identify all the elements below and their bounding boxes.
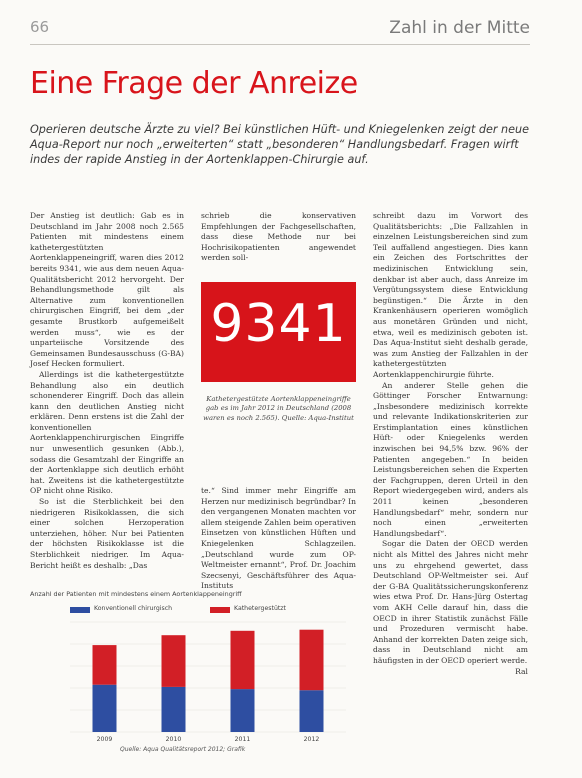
x-tick-label: 2012: [303, 736, 320, 743]
article-headline: Eine Frage der Anreize: [30, 66, 358, 101]
text-column-3: [373, 211, 528, 677]
paragraph: schrieb die konservativen Empfehlungen der Fachgesellschaften, dass diese Methode nur bei Hochrisikopatienten angewendet werden soll-: [201, 211, 356, 263]
bar-segment: [162, 635, 186, 687]
page-number: 66: [30, 18, 50, 36]
bar-segment: [162, 687, 186, 732]
stat-number: 9341: [210, 294, 347, 354]
x-tick-label: 2010: [165, 736, 182, 743]
stat-caption: Kathetergestützte Aortenklappeneingriffe gab es im Jahr 2012 in Deutschland (2008 waren es noch 2.565). Quelle: Aqua-Institut: [203, 395, 354, 422]
x-tick-label: 2011: [234, 736, 251, 743]
bar-segment: [231, 631, 255, 689]
legend-swatch: [210, 607, 230, 613]
text-column-2-bottom: [201, 486, 356, 592]
legend-label: Konventionell chirurgisch: [94, 605, 173, 612]
chart-title: Anzahl der Patienten mit mindestens einem Aortenklappeneingriff: [30, 590, 242, 598]
paragraph: So ist die Sterblichkeit bei den niedrigeren Risikoklassen, die sich einer solchen Herzoperation unterziehen, höher. Nur bei Patienten der höchsten Risikoklasse ist die Sterblichkeit niedriger. Im Aqua-Bericht heißt es deshalb: „Das: [30, 497, 184, 570]
stat-highlight-box: [201, 282, 356, 382]
bar-segment: [300, 630, 324, 691]
bar-segment: [93, 685, 117, 732]
header-divider: [30, 44, 530, 45]
section-title: Zahl in der Mitte: [389, 18, 530, 38]
legend-label: Kathetergestützt: [234, 605, 286, 612]
paragraph: Ral: [515, 666, 528, 676]
bar-segment: [231, 689, 255, 732]
text-column-1: [30, 211, 184, 571]
chart-source: Quelle: Aqua Qualitätsreport 2012; Grafik: [120, 746, 246, 753]
bar-segment: [300, 690, 324, 732]
paragraph: schreibt dazu im Vorwort des Qualitätsberichts: „Die Fallzahlen in einzelnen Leistungsbereichen sind zum Teil auffallend angestiegen. Dies kann ein Zeichen des Fortschrittes der medizinischen Entwicklung sein, denkbar ist aber auch, dass Anreize im Vergütungssystem diese Entwicklung begünstigen.“ Die Ärzte in den Krankenhäusern operieren womöglich aus monetären Gründen und nicht, etwa, weil es medizinisch geboten ist. Das Aqua-Institut sieht deshalb gerade, was zum Anstieg der Fallzahlen in der kathetergestützten Aortenklappenchirurgie führte.: [373, 211, 528, 379]
paragraph: Sogar die Daten der OECD werden nicht als Mittel des Jahres nicht mehr uns zu ehrgehend gewertet, dass Deutschland OP-Weltmeister sei. Auf der G-BA Qualitätssicherungskonferenz wies etwa Prof. Dr. Hans-Jürg Ostertag vom AKH Celle darauf hin, dass die OECD in ihrer Statistik zunächst Fälle und Prozeduren vermischt habe. Anhand der korrekten Daten zeige sich, dass in Deutschland nicht am häufigsten in der OECD operiert werde.: [373, 539, 528, 665]
paragraph: An anderer Stelle gehen die Göttinger Forscher Entwarnung: „Insbesondere medizinisch korrekte und relevante Indikationskriterien zur Erstimplantation eines künstlichen Hüft- oder Kniegelenks werden inzwischen bei 94,5% bzw. 96% der Patienten angegeben.“ In beiden Leistungsbereichen sehen die Experten der Fachgruppen, deren Urteil in den Report wiedergegeben wird, anders als 2011 keinen „besonderen Handlungsbedarf“ mehr, sondern nur noch einen „erweiterten Handlungsbedarf“.: [373, 380, 528, 538]
text-column-2-top: [201, 211, 356, 264]
paragraph: Der Anstieg ist deutlich: Gab es in Deutschland im Jahr 2008 noch 2.565 Patienten mit mindestens einem kathetergestützten Aortenklappeneingriff, waren dies 2012 bereits 9341, wie aus dem neuen Aqua-Qualitätsbericht 2012 hervorgeht. Der Behandlungsmethode gilt als Alternative zum konventionellen chirurgischen Eingriff, bei dem „der gesamte Brustkorb aufgemeißelt werden muss“, wie es der unparteiische Vorsitzende des Gemeinsamen Bundesausschuss (G-BA) Josef Hecken formuliert.: [30, 211, 184, 369]
bar-segment: [93, 645, 117, 685]
paragraph: te.“ Sind immer mehr Eingriffe am Herzen nur medizinisch begründbar? In den vergangenen Monaten machten vor allem steigende Zahlen beim operativen Einsetzen von künstlichen Hüften und Kniegelenken Schlagzeilen. „Deutschland wurde zum OP-Weltmeister ernannt“, Prof. Dr. Joachim Szecsenyi, Geschäftsführer des Aqua-Instituts: [201, 486, 356, 591]
chart-plot: [30, 614, 356, 744]
stacked-bar-chart: [30, 590, 356, 760]
article-lead: Operieren deutsche Ärzte zu viel? Bei künstlichen Hüft- und Kniegelenken zeigt der neue Aqua-Report nur noch „erweiterten“ statt „besonderen“ Handlungsbedarf. Fragen wirft indes der rapide Anstieg in der Aortenklappen-Chirurgie auf.: [30, 123, 529, 166]
legend-swatch: [70, 607, 90, 613]
x-tick-label: 2009: [96, 736, 113, 743]
paragraph: Allerdings ist die kathetergestützte Behandlung also ein deutlich schonenderer Eingriff. Doch das allein kann den deutlichen Anstieg nicht erklären. Denn erstens ist die Zahl der konventionellen Aortenklappenchirurgischen Eingriffe nur unwesentlich gesunken (Abb.), sodass die Gesamtzahl der Eingriffe an der Aortenklappe sich deutlich erhöht hat. Zweitens ist die kathetergestützte OP nicht ohne Risiko.: [30, 369, 184, 496]
